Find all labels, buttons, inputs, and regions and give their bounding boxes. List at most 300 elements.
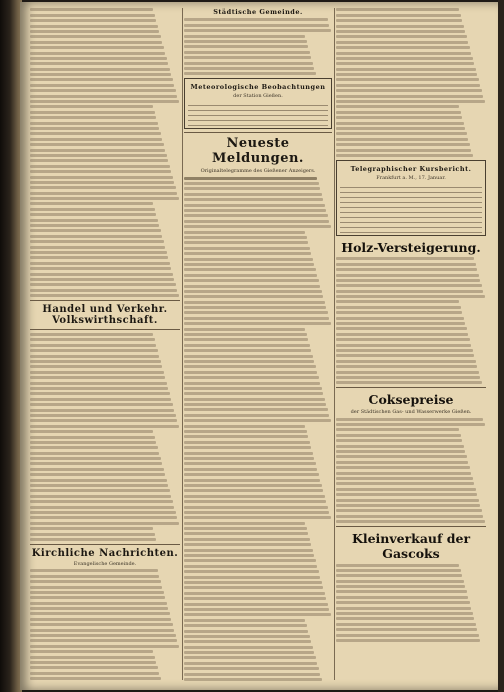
- text-line: [184, 554, 314, 557]
- text-line: [184, 24, 329, 27]
- text-line: [336, 439, 462, 442]
- text-line: [184, 479, 320, 482]
- text-line: [184, 301, 325, 304]
- ad-heading-holz: Holz-Versteigerung.: [341, 239, 481, 255]
- text-line: [30, 278, 174, 281]
- text-line: [30, 650, 153, 653]
- text-line: [184, 538, 310, 541]
- text-line: [30, 122, 158, 125]
- text-line: [184, 527, 307, 530]
- text-line: [30, 677, 161, 680]
- text-line: [30, 495, 171, 498]
- text-line: [30, 452, 159, 455]
- text-line: [336, 279, 480, 282]
- text-line: [336, 257, 474, 260]
- text-line: [30, 506, 174, 509]
- text-line: [30, 219, 158, 222]
- text-line: [30, 240, 164, 243]
- text-block: [184, 177, 332, 682]
- text-line: [184, 419, 331, 422]
- text-line: [184, 344, 310, 347]
- text-line: [336, 57, 473, 60]
- text-line: [336, 317, 464, 320]
- text-line: [184, 187, 320, 190]
- text-line: [30, 618, 171, 621]
- text-line: [336, 52, 471, 55]
- text-line: [336, 25, 464, 28]
- divider: [336, 526, 486, 527]
- text-line: [30, 430, 153, 433]
- text-line: [184, 338, 308, 341]
- text-line: [30, 338, 155, 341]
- weather-table: [188, 101, 328, 126]
- text-line: [336, 493, 477, 496]
- text-line: [30, 661, 156, 664]
- text-line: [30, 46, 164, 49]
- text-line: [336, 472, 471, 475]
- text-line: [336, 138, 468, 141]
- text-line: [184, 484, 322, 487]
- text-line: [30, 371, 164, 374]
- text-line: [184, 532, 308, 535]
- text-line: [336, 111, 461, 114]
- text-line: [184, 640, 311, 643]
- text-line: [184, 435, 308, 438]
- text-line: [30, 462, 162, 465]
- text-line: [30, 575, 159, 578]
- text-line: [30, 52, 165, 55]
- text-line: [30, 414, 176, 417]
- text-line: [30, 479, 167, 482]
- text-line: [30, 398, 171, 401]
- text-line: [336, 574, 462, 577]
- text-line: [184, 613, 331, 616]
- section-heading-trade: Handel und Verkehr. Volkswirthschaft.: [42, 304, 168, 327]
- text-line: [30, 294, 179, 297]
- text-line: [184, 236, 307, 239]
- text-line: [184, 667, 319, 670]
- text-line: [30, 138, 162, 141]
- text-line: [184, 462, 316, 465]
- text-line: [30, 165, 170, 168]
- text-line: [336, 14, 461, 17]
- text-block: [184, 18, 332, 75]
- text-line: [336, 628, 477, 631]
- text-line: [30, 441, 156, 444]
- text-block: [30, 569, 180, 682]
- text-line: [30, 143, 164, 146]
- text-line: [336, 617, 474, 620]
- text-line: [30, 256, 168, 259]
- text-line: [184, 630, 308, 633]
- text-line: [30, 149, 165, 152]
- text-line: [336, 623, 476, 626]
- text-line: [336, 445, 464, 448]
- text-line: [184, 258, 313, 261]
- text-line: [30, 419, 177, 422]
- text-line: [184, 608, 329, 611]
- text-line: [30, 446, 158, 449]
- text-line: [336, 376, 480, 379]
- ad-heading-kleinverkauf: Kleinverkauf der Gascoks: [351, 531, 471, 562]
- text-line: [184, 182, 319, 185]
- text-line: [30, 516, 177, 519]
- text-line: [184, 662, 317, 665]
- text-line: [336, 41, 468, 44]
- text-line: [184, 586, 323, 589]
- text-line: [30, 436, 155, 439]
- text-line: [184, 45, 308, 48]
- text-line: [336, 290, 483, 293]
- text-line: [184, 349, 311, 352]
- section-heading-news: Neueste Meldungen.: [212, 136, 304, 167]
- text-line: [30, 489, 170, 492]
- text-line: [30, 382, 167, 385]
- text-block: [336, 564, 486, 642]
- text-line: [30, 484, 168, 487]
- text-line: [336, 612, 473, 615]
- text-line: [336, 488, 476, 491]
- divider: [30, 544, 180, 545]
- text-line: [30, 283, 176, 286]
- text-line: [30, 25, 158, 28]
- text-line: [336, 73, 477, 76]
- text-line: [184, 376, 319, 379]
- text-line: [184, 198, 323, 201]
- text-line: [184, 651, 314, 654]
- text-line: [336, 639, 480, 642]
- text-line: [336, 68, 476, 71]
- text-line: [30, 403, 173, 406]
- text-line: [184, 322, 331, 325]
- kurs-subheading: Frankfurt a. M., 17. Januar.: [376, 174, 446, 181]
- text-line: [336, 127, 465, 130]
- text-line: [30, 596, 165, 599]
- book-binding: [0, 0, 22, 692]
- text-line: [30, 355, 159, 358]
- section-heading-weather: Meteorologische Beobachtungen: [190, 83, 326, 92]
- text-line: [184, 317, 329, 320]
- text-line: [336, 46, 470, 49]
- text-line: [184, 441, 310, 444]
- text-line: [30, 100, 179, 103]
- text-line: [30, 95, 177, 98]
- text-line: [30, 154, 167, 157]
- text-line: [336, 344, 471, 347]
- text-line: [336, 365, 477, 368]
- column-right: [336, 6, 486, 682]
- text-line: [336, 274, 479, 277]
- text-line: [184, 220, 329, 223]
- text-line: [184, 635, 310, 638]
- text-line: [30, 262, 170, 265]
- text-line: [30, 159, 168, 162]
- text-line: [30, 273, 173, 276]
- text-line: [30, 409, 174, 412]
- text-line: [336, 300, 459, 303]
- text-line: [30, 224, 159, 227]
- text-line: [30, 289, 177, 292]
- text-line: [184, 581, 322, 584]
- text-line: [336, 116, 462, 119]
- text-line: [336, 105, 459, 108]
- text-line: [30, 170, 171, 173]
- text-line: [184, 40, 307, 43]
- text-line: [184, 279, 319, 282]
- weather-subheading: der Station Gießen.: [233, 93, 283, 100]
- text-line: [336, 455, 467, 458]
- text-line: [336, 499, 479, 502]
- text-line: [184, 430, 307, 433]
- text-line: [30, 607, 168, 610]
- text-line: [30, 602, 167, 605]
- text-line: [30, 116, 156, 119]
- text-line: [184, 29, 331, 32]
- text-line: [336, 132, 467, 135]
- text-line: [184, 241, 308, 244]
- text-line: [184, 392, 323, 395]
- text-line: [184, 268, 316, 271]
- text-line: [30, 672, 159, 675]
- text-line: [184, 355, 313, 358]
- text-line: [30, 111, 155, 114]
- divider: [184, 132, 332, 133]
- text-line: [184, 56, 311, 59]
- text-line: [336, 100, 485, 103]
- text-block: [30, 8, 180, 297]
- text-line: [30, 569, 158, 572]
- text-line: [336, 520, 485, 523]
- text-line: [336, 381, 482, 384]
- text-line: [30, 8, 153, 11]
- text-line: [184, 247, 310, 250]
- text-line: [30, 612, 170, 615]
- text-line: [336, 580, 464, 583]
- text-line: [30, 229, 161, 232]
- text-line: [30, 425, 179, 428]
- text-line: [184, 35, 305, 38]
- section-heading-kurs: Telegraphischer Kursbericht.: [350, 164, 472, 173]
- text-line: [184, 678, 322, 681]
- text-line: [184, 204, 325, 207]
- text-line: [184, 511, 329, 514]
- text-line: [30, 591, 164, 594]
- section-heading-stadt: Städtische Gemeinde.: [213, 8, 303, 16]
- text-line: [184, 290, 322, 293]
- text-line: [336, 450, 465, 453]
- text-line: [184, 285, 320, 288]
- text-line: [336, 466, 470, 469]
- text-line: [184, 231, 305, 234]
- text-line: [336, 418, 483, 421]
- text-line: [336, 515, 483, 518]
- text-line: [336, 585, 465, 588]
- text-line: [30, 392, 170, 395]
- text-line: [30, 639, 177, 642]
- text-line: [184, 565, 317, 568]
- text-line: [336, 327, 467, 330]
- text-line: [184, 193, 322, 196]
- text-line: [30, 251, 167, 254]
- text-line: [336, 333, 468, 336]
- text-line: [30, 78, 173, 81]
- text-line: [30, 68, 170, 71]
- text-line: [30, 457, 161, 460]
- text-line: [184, 62, 313, 65]
- text-line: [184, 306, 326, 309]
- text-line: [184, 522, 305, 525]
- text-line: [184, 295, 323, 298]
- text-line: [184, 252, 311, 255]
- text-line: [30, 127, 159, 130]
- text-line: [30, 105, 153, 108]
- text-line: [30, 235, 162, 238]
- text-line: [336, 569, 461, 572]
- text-line: [30, 176, 173, 179]
- text-line: [336, 322, 465, 325]
- text-line: [184, 597, 326, 600]
- text-line: [30, 14, 155, 17]
- text-line: [30, 629, 174, 632]
- text-line: [336, 35, 467, 38]
- text-line: [30, 246, 165, 249]
- text-line: [336, 564, 459, 567]
- text-line: [30, 656, 155, 659]
- text-line: [336, 461, 468, 464]
- text-line: [336, 601, 470, 604]
- text-line: [30, 538, 156, 541]
- text-line: [336, 268, 477, 271]
- weather-table-box: [184, 78, 332, 129]
- text-line: [184, 51, 310, 54]
- text-line: [336, 371, 479, 374]
- text-line: [184, 72, 316, 75]
- text-line: [30, 533, 155, 536]
- text-line: [184, 549, 313, 552]
- text-line: [184, 209, 326, 212]
- text-line: [184, 398, 325, 401]
- text-line: [30, 360, 161, 363]
- text-line: [184, 543, 311, 546]
- text-line: [30, 62, 168, 65]
- text-line: [336, 19, 462, 22]
- text-line: [30, 527, 153, 530]
- text-line: [184, 495, 325, 498]
- text-line: [184, 446, 311, 449]
- text-line: [30, 19, 156, 22]
- text-line: [336, 354, 474, 357]
- text-line: [184, 403, 326, 406]
- text-line: [336, 482, 474, 485]
- text-line: [30, 132, 161, 135]
- column-middle: [184, 6, 332, 682]
- text-line: [30, 511, 176, 514]
- text-line: [336, 78, 479, 81]
- text-line: [30, 213, 156, 216]
- text-line: [184, 67, 314, 70]
- text-line: [30, 586, 162, 589]
- text-line: [30, 522, 179, 525]
- text-line: [184, 559, 316, 562]
- text-line: [184, 603, 328, 606]
- text-line: [184, 225, 331, 228]
- text-line: [30, 623, 173, 626]
- divider: [336, 387, 486, 388]
- text-line: [336, 509, 482, 512]
- text-line: [184, 576, 320, 579]
- text-block: [336, 418, 486, 523]
- text-line: [184, 468, 317, 471]
- text-line: [184, 500, 326, 503]
- text-line: [30, 634, 176, 637]
- text-line: [184, 311, 328, 314]
- text-line: [336, 504, 480, 507]
- text-line: [336, 263, 476, 266]
- column-left: [30, 6, 180, 682]
- page-edge: [498, 0, 504, 692]
- text-line: [30, 349, 158, 352]
- text-line: [184, 473, 319, 476]
- text-line: [336, 122, 464, 125]
- section-heading-church: Kirchliche Nachrichten.: [31, 547, 179, 559]
- text-line: [336, 62, 474, 65]
- text-line: [184, 371, 317, 374]
- text-block: [336, 257, 486, 384]
- divider: [30, 329, 180, 330]
- text-line: [336, 306, 461, 309]
- text-line: [184, 592, 325, 595]
- text-line: [336, 284, 482, 287]
- text-line: [184, 425, 305, 428]
- text-line: [30, 468, 164, 471]
- kurs-table: [340, 183, 482, 233]
- church-subheading: Evangelische Gemeinde.: [73, 560, 137, 567]
- text-line: [336, 95, 483, 98]
- text-line: [336, 434, 461, 437]
- divider: [30, 300, 180, 301]
- ad-heading-koks: Coksepreise: [368, 392, 454, 408]
- text-line: [336, 295, 485, 298]
- text-line: [184, 408, 328, 411]
- text-line: [336, 84, 480, 87]
- text-line: [336, 30, 465, 33]
- text-line: [336, 89, 482, 92]
- text-line: [184, 360, 314, 363]
- text-block: [30, 333, 180, 541]
- text-line: [30, 344, 156, 347]
- text-line: [336, 428, 459, 431]
- text-line: [336, 311, 462, 314]
- text-line: [30, 365, 162, 368]
- text-line: [184, 489, 323, 492]
- text-line: [184, 457, 314, 460]
- text-line: [336, 8, 459, 11]
- text-line: [184, 414, 329, 417]
- text-line: [336, 360, 476, 363]
- text-line: [184, 274, 317, 277]
- text-line: [30, 666, 158, 669]
- text-line: [184, 624, 307, 627]
- text-line: [30, 208, 155, 211]
- text-line: [184, 18, 328, 21]
- text-line: [30, 500, 173, 503]
- text-line: [336, 423, 485, 426]
- text-line: [336, 143, 470, 146]
- text-line: [184, 656, 316, 659]
- text-line: [30, 41, 162, 44]
- text-line: [184, 365, 316, 368]
- column-rule: [182, 8, 183, 680]
